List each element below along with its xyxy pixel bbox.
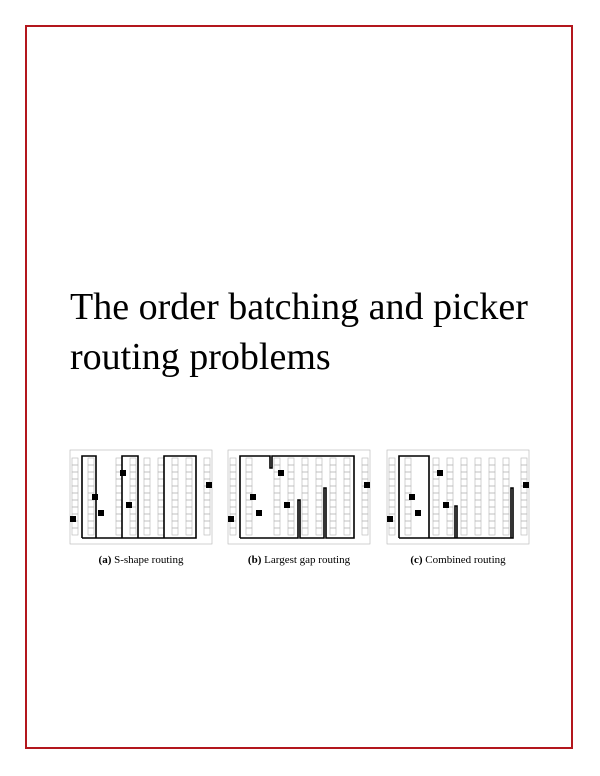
pick-item <box>70 516 76 522</box>
figure-panel-combined <box>385 448 531 548</box>
caption-s-shape <box>68 554 214 566</box>
document-title: The order batching and picker routing problems <box>70 286 528 378</box>
warehouse-layout <box>387 450 529 544</box>
caption-text: S-shape routing <box>114 554 184 566</box>
pick-item <box>437 470 443 476</box>
pick-item <box>284 502 290 508</box>
pick-item <box>415 510 421 516</box>
route-path <box>240 456 354 538</box>
caption-text: Combined routing <box>425 554 506 566</box>
pick-item <box>278 470 284 476</box>
pick-item <box>387 516 393 522</box>
s-shape-diagram <box>68 448 214 548</box>
caption-letter: (c) <box>410 554 423 566</box>
page-border <box>25 25 573 749</box>
pick-item <box>206 482 212 488</box>
pick-item <box>98 510 104 516</box>
pick-item <box>256 510 262 516</box>
pick-item <box>228 516 234 522</box>
warehouse-layout <box>228 450 370 544</box>
figure-panel-s-shape <box>68 448 214 548</box>
pick-item <box>126 502 132 508</box>
caption-text: Largest gap routing <box>264 554 351 566</box>
pick-item <box>250 494 256 500</box>
largest-gap-diagram <box>226 448 372 548</box>
caption-letter: (a) <box>98 554 112 566</box>
route-path <box>82 456 196 538</box>
pick-item <box>523 482 529 488</box>
pick-item <box>92 494 98 500</box>
figure-panel-largest-gap <box>226 448 372 548</box>
pick-item <box>364 482 370 488</box>
combined-diagram <box>385 448 531 548</box>
caption-letter: (b) <box>247 554 262 566</box>
pick-item <box>443 502 449 508</box>
pick-item <box>120 470 126 476</box>
caption-largest-gap <box>226 554 372 566</box>
pick-item <box>409 494 415 500</box>
route-path <box>399 456 513 538</box>
caption-combined <box>385 554 531 566</box>
warehouse-layout <box>70 450 212 544</box>
